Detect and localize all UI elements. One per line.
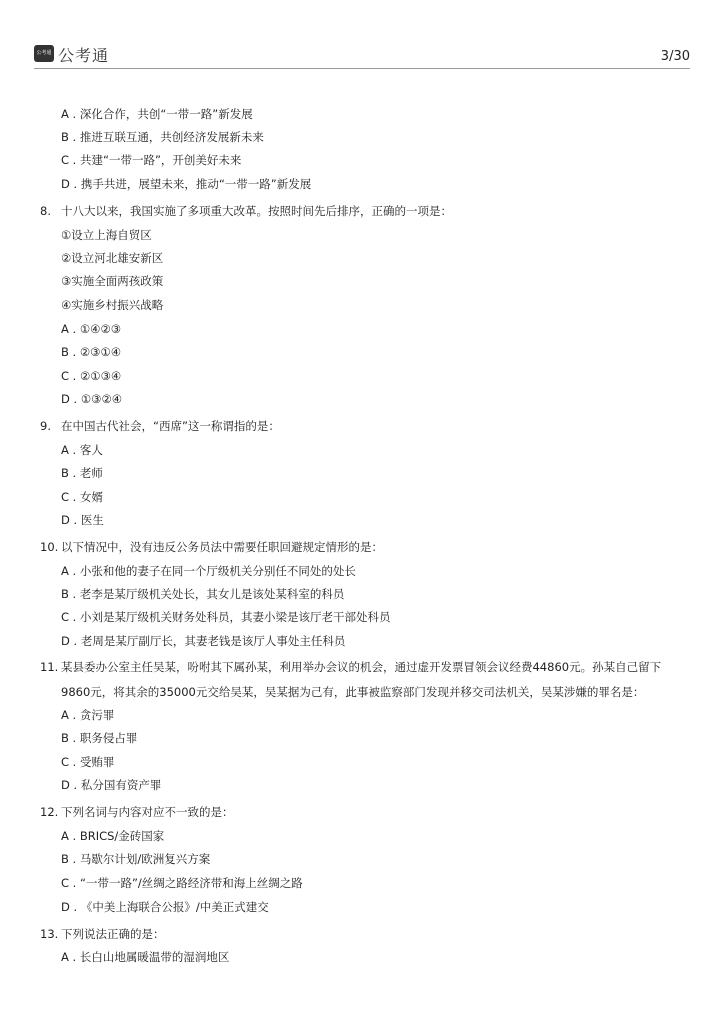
q8-number: 8. xyxy=(40,204,51,218)
q12-number: 12. xyxy=(40,805,59,819)
q8-text: 十八大以来，我国实施了多项重大改革。按照时间先后排序，正确的一项是： xyxy=(61,204,452,218)
q8-item-1: ①设立上海自贸区 xyxy=(61,228,152,242)
q9-stem xyxy=(40,416,280,436)
q10-text: 以下情况中，没有违反公务员法中需要任职回避规定情形的是： xyxy=(61,540,383,554)
q11-text: 某县委办公室主任吴某，吩咐其下属孙某，利用举办会议的机会，通过虚开发票冒领会议经费44860元。孙某自己留下 xyxy=(61,660,662,674)
q13-number: 13. xyxy=(40,927,59,941)
q9-option-b: B . 老师 xyxy=(61,466,103,480)
q13-text: 下列说法正确的是： xyxy=(61,927,165,941)
q8-item-2: ②设立河北雄安新区 xyxy=(61,251,164,265)
q7-option-a: A . 深化合作，共创“一带一路”新发展 xyxy=(61,107,253,121)
q11-stem-continued: 9860元，将其余的35000元交给吴某，吴某据为己有，此事被监察部门发现并移交司法机关，吴某涉嫌的罪名是： xyxy=(61,685,645,699)
q12-option-c: C . “一带一路”/丝绸之路经济带和海上丝绸之路 xyxy=(61,876,303,890)
q11-option-c: C . 受贿罪 xyxy=(61,755,115,769)
q9-option-d: D . 医生 xyxy=(61,513,104,527)
q7-option-d: D . 携手共进，展望未来，推动“一带一路”新发展 xyxy=(61,177,312,191)
q9-option-c: C . 女婿 xyxy=(61,490,103,504)
q12-option-a: A . BRICS/金砖国家 xyxy=(61,829,165,843)
q7-option-c: C . 共建“一带一路”，开创美好未来 xyxy=(61,153,242,167)
q11-option-d: D . 私分国有资产罪 xyxy=(61,778,162,792)
q8-option-a: A . ①④②③ xyxy=(61,322,122,336)
logo-badge: 公考通 xyxy=(34,45,54,62)
q9-option-a: A . 客人 xyxy=(61,443,103,457)
q10-option-c: C . 小刘是某厅级机关财务处科员，其妻小梁是该厅老干部处科员 xyxy=(61,610,391,624)
q10-number: 10. xyxy=(40,540,59,554)
q8-option-b: B . ②③①④ xyxy=(61,345,122,359)
q12-option-b: B . 马歇尔计划/欧洲复兴方案 xyxy=(61,852,211,866)
logo-text: 公考通 xyxy=(58,46,110,65)
q10-stem xyxy=(40,537,383,557)
q13-stem xyxy=(40,924,165,944)
q8-item-4: ④实施乡村振兴战略 xyxy=(61,298,164,312)
q13-option-a: A . 长白山地属暖温带的湿润地区 xyxy=(61,950,230,964)
q10-option-a: A . 小张和他的妻子在同一个厅级机关分别任不同处的处长 xyxy=(61,564,356,578)
q10-option-d: D . 老周是某厅副厅长，其妻老钱是该厅人事处主任科员 xyxy=(61,634,346,648)
q12-option-d: D . 《中美上海联合公报》/中美正式建交 xyxy=(61,900,269,914)
q9-text: 在中国古代社会，“西席”这一称谓指的是： xyxy=(61,419,280,433)
q12-text: 下列名词与内容对应不一致的是： xyxy=(61,805,234,819)
page-number: 3/30 xyxy=(660,49,690,64)
q8-option-c: C . ②①③④ xyxy=(61,369,122,383)
q11-number: 11. xyxy=(40,660,59,674)
q7-option-b: B . 推进互联互通，共创经济发展新未来 xyxy=(61,130,264,144)
q8-stem xyxy=(40,201,452,221)
q8-option-d: D . ①③②④ xyxy=(61,392,123,406)
q11-option-b: B . 职务侵占罪 xyxy=(61,731,138,745)
q9-number: 9. xyxy=(40,419,51,433)
q12-stem xyxy=(40,802,234,822)
q11-stem xyxy=(40,657,661,677)
q8-item-3: ③实施全面两孩政策 xyxy=(61,274,164,288)
q11-option-a: A . 贪污罪 xyxy=(61,708,115,722)
q10-option-b: B . 老李是某厅级机关处长，其女儿是该处某科室的科员 xyxy=(61,587,345,601)
